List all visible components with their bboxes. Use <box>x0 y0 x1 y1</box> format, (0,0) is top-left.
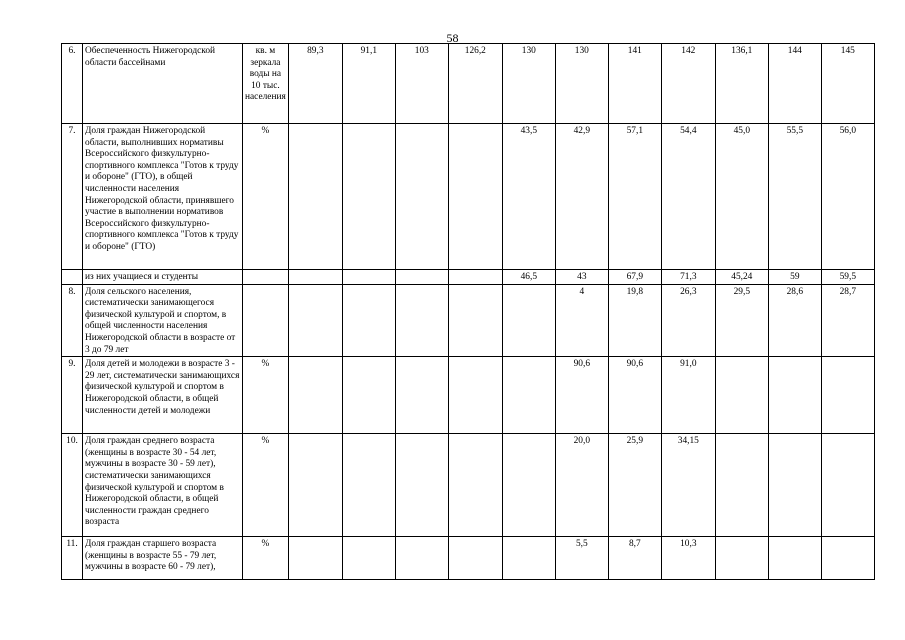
value-cell: 91,0 <box>661 357 715 434</box>
value-cell <box>342 357 395 434</box>
value-cell: 20,0 <box>555 434 608 537</box>
value-cell: 42,9 <box>555 124 608 270</box>
value-cell <box>395 434 448 537</box>
value-cell: 34,15 <box>661 434 715 537</box>
indicator-name: Обеспеченность Нижегородской области бассейнами <box>83 44 243 124</box>
row-number: 8. <box>62 284 83 357</box>
value-cell <box>448 357 502 434</box>
value-cell: 43,5 <box>502 124 555 270</box>
value-cell: 142 <box>661 44 715 124</box>
value-cell: 130 <box>502 44 555 124</box>
value-cell <box>342 270 395 285</box>
value-cell <box>768 357 821 434</box>
value-cell <box>395 124 448 270</box>
row-number: 9. <box>62 357 83 434</box>
value-cell: 91,1 <box>342 44 395 124</box>
value-cell <box>288 284 342 357</box>
value-cell: 145 <box>821 44 874 124</box>
value-cell: 59,5 <box>821 270 874 285</box>
value-cell: 8,7 <box>608 537 661 580</box>
value-cell <box>288 124 342 270</box>
unit-cell: % <box>243 434 289 537</box>
row-number: 7. <box>62 124 83 270</box>
row-number <box>62 270 83 285</box>
value-cell <box>768 434 821 537</box>
value-cell: 59 <box>768 270 821 285</box>
value-cell: 28,7 <box>821 284 874 357</box>
indicator-name: Доля детей и молодежи в возрасте 3 - 29 лет, систематически занимающихся физической культурой и спортом в Нижегородской области, в общей численности детей и молодежи <box>83 357 243 434</box>
value-cell: 144 <box>768 44 821 124</box>
value-cell: 67,9 <box>608 270 661 285</box>
unit-cell <box>243 284 289 357</box>
value-cell: 4 <box>555 284 608 357</box>
value-cell <box>342 284 395 357</box>
value-cell <box>288 270 342 285</box>
row-number: 10. <box>62 434 83 537</box>
row-number: 6. <box>62 44 83 124</box>
unit-cell <box>243 270 289 285</box>
indicator-name: Доля сельского населения, систематически занимающегося физической культурой и спортом, в общей численности населения Нижегородской области в возрасте от 3 до 79 лет <box>83 284 243 357</box>
value-cell <box>821 434 874 537</box>
page-number: 58 <box>446 31 459 45</box>
value-cell: 26,3 <box>661 284 715 357</box>
value-cell <box>448 270 502 285</box>
value-cell: 25,9 <box>608 434 661 537</box>
value-cell: 54,4 <box>661 124 715 270</box>
indicator-name: из них учащиеся и студенты <box>83 270 243 285</box>
value-cell: 103 <box>395 44 448 124</box>
value-cell <box>821 537 874 580</box>
value-cell <box>768 537 821 580</box>
table-row <box>62 284 875 357</box>
indicators-table-body <box>62 44 875 580</box>
value-cell: 126,2 <box>448 44 502 124</box>
unit-cell: % <box>243 124 289 270</box>
value-cell: 130 <box>555 44 608 124</box>
value-cell <box>288 434 342 537</box>
value-cell: 43 <box>555 270 608 285</box>
value-cell: 71,3 <box>661 270 715 285</box>
indicators-table <box>61 43 875 580</box>
value-cell: 136,1 <box>715 44 768 124</box>
table-row <box>62 44 875 124</box>
table-row <box>62 537 875 580</box>
value-cell: 29,5 <box>715 284 768 357</box>
value-cell <box>448 124 502 270</box>
table-row <box>62 434 875 537</box>
value-cell <box>715 357 768 434</box>
table-row <box>62 357 875 434</box>
value-cell <box>715 537 768 580</box>
value-cell <box>502 537 555 580</box>
value-cell <box>502 434 555 537</box>
value-cell <box>395 270 448 285</box>
value-cell <box>342 124 395 270</box>
table-row <box>62 124 875 270</box>
value-cell <box>288 537 342 580</box>
value-cell <box>715 434 768 537</box>
row-number: 11. <box>62 537 83 580</box>
value-cell <box>395 537 448 580</box>
value-cell <box>342 434 395 537</box>
value-cell <box>502 284 555 357</box>
unit-cell: % <box>243 357 289 434</box>
value-cell <box>342 537 395 580</box>
value-cell: 19,8 <box>608 284 661 357</box>
value-cell: 5,5 <box>555 537 608 580</box>
indicator-name: Доля граждан старшего возраста (женщины в возрасте 55 - 79 лет, мужчины в возрасте 60 - 79 лет), <box>83 537 243 580</box>
value-cell: 90,6 <box>555 357 608 434</box>
value-cell: 45,24 <box>715 270 768 285</box>
table-row <box>62 270 875 285</box>
value-cell: 46,5 <box>502 270 555 285</box>
value-cell: 10,3 <box>661 537 715 580</box>
value-cell <box>395 284 448 357</box>
value-cell <box>448 434 502 537</box>
value-cell: 28,6 <box>768 284 821 357</box>
value-cell <box>821 357 874 434</box>
value-cell <box>395 357 448 434</box>
value-cell: 57,1 <box>608 124 661 270</box>
value-cell <box>448 284 502 357</box>
value-cell: 45,0 <box>715 124 768 270</box>
value-cell: 55,5 <box>768 124 821 270</box>
value-cell: 89,3 <box>288 44 342 124</box>
value-cell: 141 <box>608 44 661 124</box>
value-cell <box>502 357 555 434</box>
value-cell <box>448 537 502 580</box>
value-cell: 90,6 <box>608 357 661 434</box>
indicator-name: Доля граждан Нижегородской области, выполнивших нормативы Всероссийского физкультурно-спортивного комплекса "Готов к труду и обороне" (ГТО), в общей численности населения Нижегородской области, принявшего участие в выполнении нормативов Всероссийского физкультурно-спортивного комплекса "Готов к труду и обороне" (ГТО) <box>83 124 243 270</box>
unit-cell: кв. м зеркала воды на 10 тыс. населения <box>243 44 289 124</box>
unit-cell: % <box>243 537 289 580</box>
value-cell: 56,0 <box>821 124 874 270</box>
indicator-name: Доля граждан среднего возраста (женщины в возрасте 30 - 54 лет, мужчины в возрасте 30 - 59 лет), систематически занимающихся физической культурой и спортом в Нижегородской области, в общей численности граждан среднего возраста <box>83 434 243 537</box>
value-cell <box>288 357 342 434</box>
